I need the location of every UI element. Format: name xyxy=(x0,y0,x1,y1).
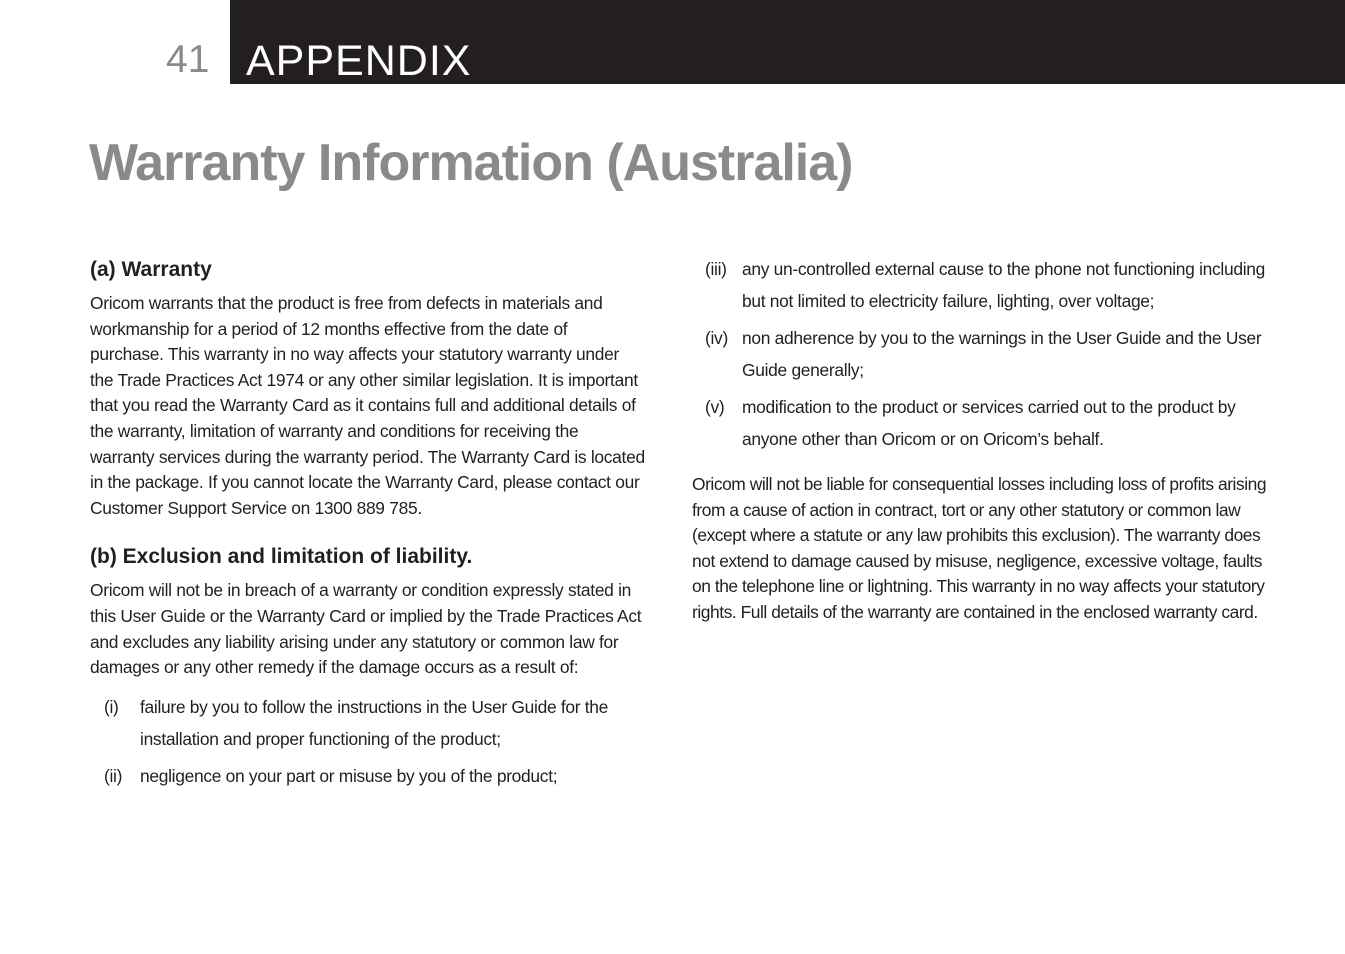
list-text: any un-controlled external cause to the phone not functioning including but not limited to electricity failure, lighting, over voltage; xyxy=(742,259,1266,311)
left-column xyxy=(90,256,645,797)
list-marker: (ii) xyxy=(104,765,123,786)
section-exclusion xyxy=(90,543,645,791)
exclusion-paragraph: Oricom will not be in breach of a warranty or condition expressly stated in this User Guide or the Warranty Card or implied by the Trade Practices Act and excludes any liability arising under any statutory or common law for damages or any other remedy if the damage occurs as a result of: xyxy=(90,580,642,678)
section-title: APPENDIX xyxy=(246,37,472,85)
list-marker: (iii) xyxy=(705,259,727,279)
exclusion-list-part1 xyxy=(90,691,645,792)
warranty-paragraph: Oricom warrants that the product is free from defects in materials and workmanship for a period of 12 months effective from the date of purchase. This warranty in no way affects your statutory warranty under the Trade Practices Act 1974 or any other similar legislation. It is important that you read the Warranty Card as it contains full and additional details of the warranty, limitation of warranty and conditions for receiving the warranty services during the warranty period. The Warranty Card is located in the package. If you cannot locate the Warranty Card, please contact our Customer Support Service on 1300 889 785. xyxy=(90,293,645,518)
right-column xyxy=(692,256,1267,626)
exclusion-heading: (b) Exclusion and limitation of liability. xyxy=(90,545,473,569)
list-item xyxy=(90,691,645,755)
list-marker: (v) xyxy=(705,397,725,417)
list-text: failure by you to follow the instructions in the User Guide for the installation and proper functioning of the product; xyxy=(140,696,609,749)
list-item xyxy=(90,760,645,792)
list-item xyxy=(692,391,1267,455)
list-marker: (i) xyxy=(104,696,119,717)
exclusion-list-part2 xyxy=(692,253,1267,455)
page-number: 41 xyxy=(166,38,210,81)
list-text: negligence on your part or misuse by you of the product; xyxy=(140,765,558,786)
list-text: non adherence by you to the warnings in the User Guide and the User Guide generally; xyxy=(742,328,1262,380)
list-text: modification to the product or services carried out to the product by anyone other than Oricom or on Oricom’s behalf. xyxy=(742,397,1236,449)
list-item xyxy=(692,322,1267,386)
section-warranty xyxy=(90,256,645,521)
list-item xyxy=(692,253,1267,317)
list-marker: (iv) xyxy=(705,328,728,348)
page-title: Warranty Information (Australia) xyxy=(89,134,853,192)
liability-closing-paragraph: Oricom will not be liable for consequential losses including loss of profits arising from a cause of action in contract, tort or any other statutory or common law (except where a statute or any law prohibits this exclusion). The warranty does not extend to damage caused by misuse, negligence, excessive voltage, faults on the telephone line or lightning. This warranty in no way affects your statutory rights. Full details of the warranty are contained in the enclosed warranty card. xyxy=(692,474,1267,622)
warranty-heading: (a) Warranty xyxy=(90,258,212,281)
header-bar xyxy=(230,0,1345,84)
